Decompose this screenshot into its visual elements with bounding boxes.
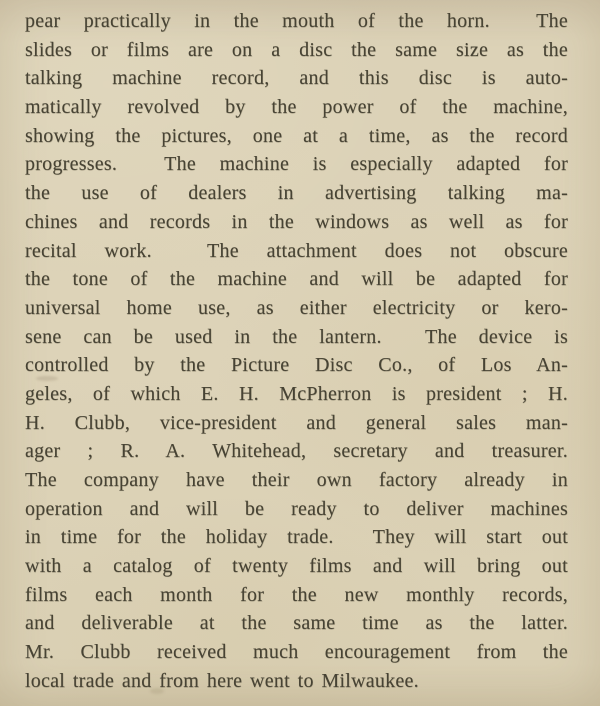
text-line: operation and will be ready to deliver machines <box>25 497 568 520</box>
text-line: talking machine record, and this disc is auto- <box>25 67 568 90</box>
text-line: geles, of which E. H. McPherron is president ; H. <box>25 382 568 405</box>
text-line: the use of dealers in advertising talking ma- <box>25 182 568 205</box>
text-line: local trade and from here went to Milwaukee. <box>25 669 419 692</box>
text-line: with a catalog of twenty films and will bring out <box>25 555 568 578</box>
text-line: the tone of the machine and will be adapted for <box>25 268 568 291</box>
text-line: recital work. The attachment does not obscure <box>25 239 568 262</box>
text-line: Mr. Clubb received much encouragement from the <box>25 641 568 664</box>
text-line: films each month for the new monthly records, <box>25 583 568 606</box>
text-line: The company have their own factory already in <box>25 469 568 491</box>
text-line: H. Clubb, vice-president and general sales man- <box>25 411 568 434</box>
body-paragraph <box>25 7 568 696</box>
text-line: slides or films are on a disc the same size as the <box>25 38 568 61</box>
text-line: pear practically in the mouth of the horn. The <box>25 10 568 32</box>
text-line: chines and records in the windows as well as for <box>25 210 568 233</box>
text-line: matically revolved by the power of the machine, <box>25 96 568 119</box>
text-line: universal home use, as either electricity or kero- <box>25 296 568 319</box>
text-line: showing the pictures, one at a time, as the record <box>25 124 568 147</box>
text-line: and deliverable at the same time as the latter. <box>25 612 568 635</box>
text-line: progresses. The machine is especially adapted for <box>25 153 568 176</box>
text-line: in time for the holiday trade. They will start out <box>25 526 568 549</box>
text-line: sene can be used in the lantern. The device is <box>25 325 568 348</box>
text-line: ager ; R. A. Whitehead, secretary and treasurer. <box>25 440 568 463</box>
text-line: controlled by the Picture Disc Co., of Los An- <box>25 354 568 377</box>
